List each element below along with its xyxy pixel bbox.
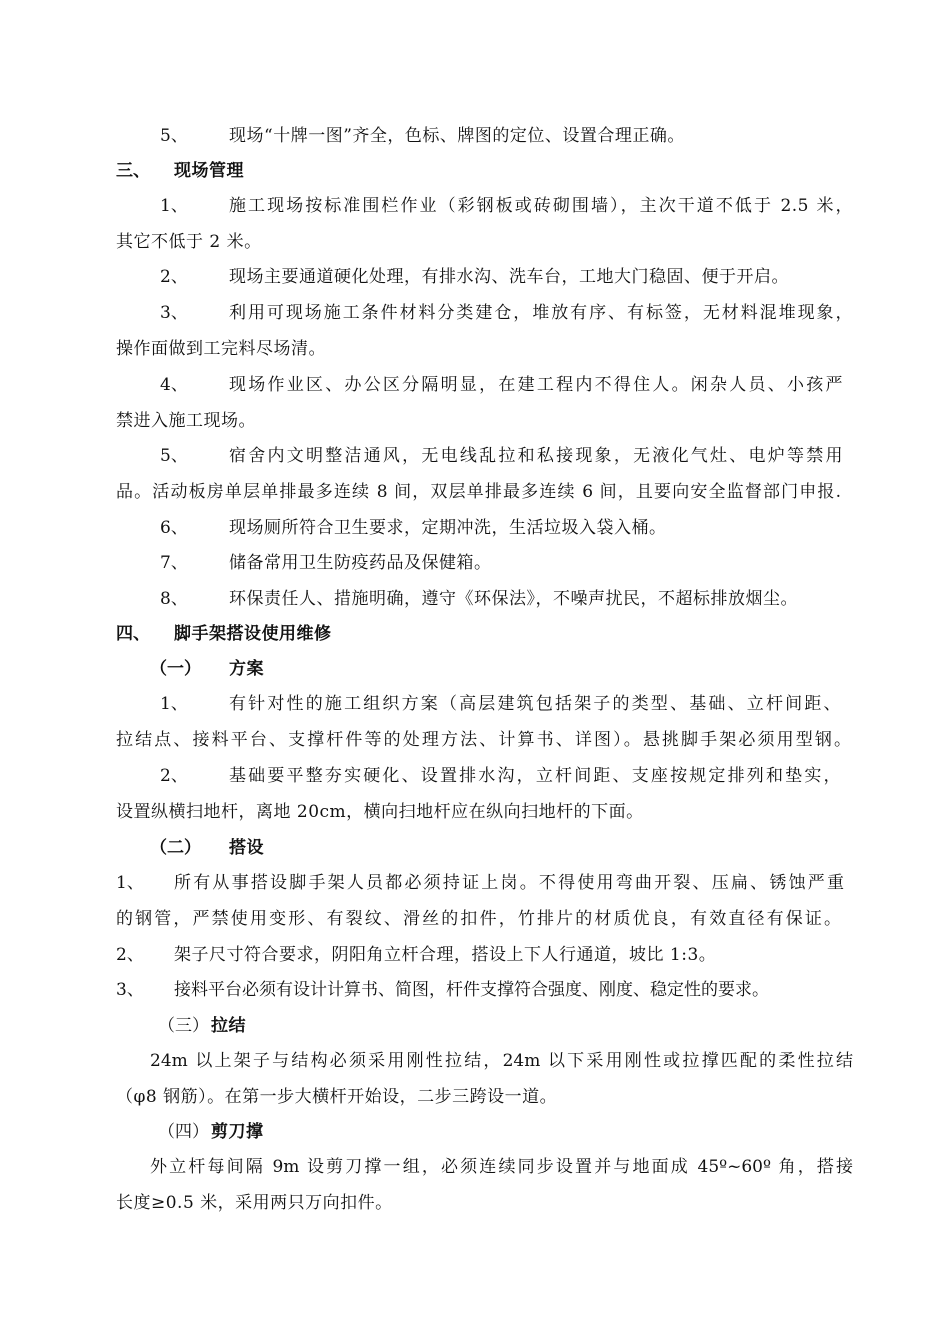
paragraph-line: 现场主要通道硬化处理，有排水沟、洗车台，工地大门稳固、便于开启。 [229, 267, 789, 287]
paragraph-line: 的钢管，严禁使用变形、有裂纹、滑丝的扣件，竹排片的材质优良，有效直径有保证。 [116, 909, 841, 929]
item-number: 1、 [160, 694, 188, 714]
paragraph-line: 长度≥0.5 米，采用两只万向扣件。 [116, 1193, 393, 1213]
subsection-title: 搭设 [229, 838, 264, 858]
item-number: 8、 [160, 589, 188, 609]
section-number: 四、 [116, 624, 150, 644]
paragraph-line: 品。活动板房单层单排最多连续 8 间，双层单排最多连续 6 间，且要向安全监督部门申报. [116, 482, 841, 502]
paragraph-line: 有针对性的施工组织方案（高层建筑包括架子的类型、基础、立杆间距、 [229, 694, 841, 714]
paragraph-line: 设置纵横扫地杆，离地 20cm，横向扫地杆应在纵向扫地杆的下面。 [116, 802, 644, 822]
subsection-number: （一） [150, 659, 201, 679]
item-number: 3、 [160, 303, 188, 323]
subsection-number: （二） [150, 838, 201, 858]
paragraph-line: 现场作业区、办公区分隔明显，在建工程内不得住人。闲杂人员、小孩严 [229, 375, 843, 395]
subsection-number: （四） [158, 1122, 209, 1142]
item-number: 1、 [160, 196, 188, 216]
item-number: 2、 [160, 766, 188, 786]
paragraph-line: 其它不低于 2 米。 [116, 232, 262, 252]
item-number: 1、 [116, 873, 144, 893]
paragraph-line: 禁进入施工现场。 [116, 411, 256, 431]
paragraph-line: 环保责任人、措施明确，遵守《环保法》，不噪声扰民，不超标排放烟尘。 [229, 589, 798, 609]
paragraph-line: 接料平台必须有设计计算书、简图，杆件支撑符合强度、刚度、稳定性的要求。 [174, 980, 769, 1000]
paragraph-line: 施工现场按标准围栏作业（彩钢板或砖砌围墙），主次干道不低于 2.5 米， [229, 196, 853, 216]
paragraph-line: 操作面做到工完料尽场清。 [116, 339, 326, 359]
item-number: 7、 [160, 553, 188, 573]
subsection-title: 方案 [229, 659, 264, 679]
paragraph-line: 现场厕所符合卫生要求，定期冲洗，生活垃圾入袋入桶。 [229, 518, 667, 538]
subsection-number: （三） [158, 1016, 209, 1036]
item-number: 3、 [116, 980, 144, 1000]
item-number: 5、 [160, 126, 188, 146]
subsection-title: 剪刀撑 [211, 1122, 264, 1142]
paragraph-line: 24m 以上架子与结构必须采用刚性拉结，24m 以下采用刚性或拉撑匹配的柔性拉结 [150, 1051, 853, 1071]
subsection-title: 拉结 [211, 1016, 246, 1036]
section-number: 三、 [116, 161, 150, 181]
paragraph-line: 基础要平整夯实硬化、设置排水沟，立杆间距、支座按规定排列和垫实， [229, 766, 841, 786]
paragraph-line: 所有从事搭设脚手架人员都必须持证上岗。不得使用弯曲开裂、压扁、锈蚀严重 [174, 873, 844, 893]
paragraph-line: 利用可现场施工条件材料分类建仓，堆放有序、有标签，无材料混堆现象， [229, 303, 853, 323]
item-number: 2、 [160, 267, 188, 287]
section-title: 现场管理 [174, 161, 244, 181]
item-number: 2、 [116, 945, 144, 965]
paragraph-line: （φ8 钢筋）。在第一步大横杆开始设，二步三跨设一道。 [116, 1087, 558, 1107]
paragraph-line: 储备常用卫生防疫药品及保健箱。 [229, 553, 492, 573]
item-number: 6、 [160, 518, 188, 538]
paragraph-line: 拉结点、接料平台、支撑杆件等的处理方法、计算书、详图）。悬挑脚手架必须用型钢。 [116, 730, 851, 750]
section-title: 脚手架搭设使用维修 [174, 624, 332, 644]
item-number: 5、 [160, 446, 188, 466]
item-number: 4、 [160, 375, 188, 395]
paragraph-line: 外立杆每间隔 9m 设剪刀撑一组，必须连续同步设置并与地面成 45º~60º 角，搭接 [150, 1157, 853, 1177]
paragraph-line: 架子尺寸符合要求，阴阳角立杆合理，搭设上下人行通道，坡比 1:3。 [174, 945, 717, 965]
paragraph-line: 现场“十牌一图”齐全，色标、牌图的定位、设置合理正确。 [229, 126, 685, 146]
paragraph-line: 宿舍内文明整洁通风，无电线乱拉和私接现象，无液化气灶、电炉等禁用 [229, 446, 843, 466]
